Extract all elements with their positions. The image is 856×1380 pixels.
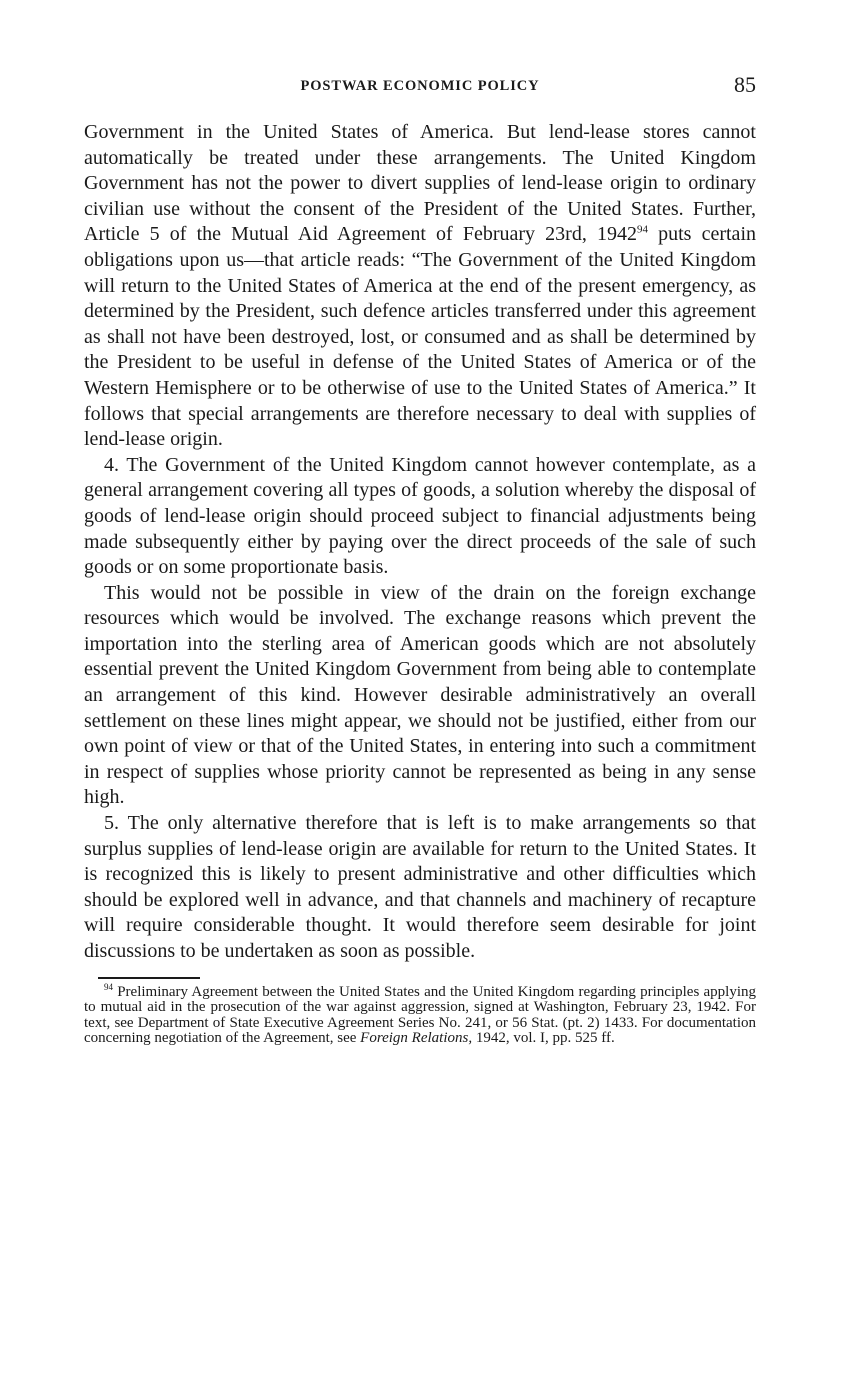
footnote xyxy=(84,981,757,1047)
paragraph-5: 5. The only alternative therefore that is left is to make arrangements so that surplus supplies of lend-lease origin are available for return to the United States. It is recognized this is likely to present administrative and other difficulties which should be explored well in advance, and that channels and machinery of recapture will require considerable thought. It would therefore seem desirable for joint discussions to be undertaken as soon as possible. xyxy=(84,812,756,962)
running-header xyxy=(84,72,756,106)
footnote-text-end: 1942, vol. I, pp. 525 ff. xyxy=(472,1030,615,1047)
footnote-italic-title: Foreign Relations, xyxy=(360,1030,473,1047)
paragraph-exchange: This would not be possible in view of the drain on the foreign exchange resources which would be involved. The exchange reasons which prevent the importation into the sterling area of American goods which are not absolutely essential prevent the United Kingdom Government from being able to contemplate an arrangement of this kind. However desirable administratively an overall settlement on these lines might appear, we should not be justified, either from our own point of view or that of the United States, in entering into such a commitment in respect of supplies whose priority cannot be represented as being in any sense high. xyxy=(84,581,756,809)
document-page xyxy=(84,72,756,1047)
footnote-divider xyxy=(98,977,200,979)
page-number: 85 xyxy=(734,72,756,97)
running-title: POSTWAR ECONOMIC POLICY xyxy=(300,78,540,94)
footnote-marker: 94 xyxy=(104,981,113,992)
body-text xyxy=(84,120,756,965)
footnote-reference: 94 xyxy=(636,223,648,236)
paragraph-text: puts certain obligations upon us—that article reads: “The Government of the United Kingdom will return to the United States of America at the end of the present emergency, as determined by the President, such defence articles transferred under this agreement as shall not have been destroyed, lost, or consumed and as shall be determined by the President to be useful in defense of the United States of America or of the Western Hemisphere or to be otherwise of use to the United States of America.” It follows that special arrangements are therefore necessary to deal with supplies of lend-lease origin. xyxy=(84,223,756,451)
paragraph-text: Government in the United States of America. But lend-lease stores cannot automatically be treated under these arrangements. The United Kingdom Government has not the power to divert supplies of lend-lease origin to ordinary civilian use without the consent of the President of the United States. Further, Article 5 of the Mutual Aid Agreement of February 23rd, 1942 xyxy=(84,121,756,246)
paragraph-4: 4. The Government of the United Kingdom cannot however contemplate, as a general arrangement covering all types of goods, a solution whereby the disposal of goods of lend-lease origin should proceed subject to financial adjustments being made subsequently either by paying over the direct proceeds of the sale of such goods or on some proportionate basis. xyxy=(84,453,756,579)
footnote-text: Preliminary Agreement between the United States and the United Kingdom regarding principles applying to mutual aid in the prosecution of the war against aggression, signed at Washington, February 23, 1942. For text, see Department of State Executive Agreement Series No. 241, or 56 Stat. (pt. 2) 1433. For documentation concerning negotiation of the Agreement, see xyxy=(84,983,757,1047)
paragraph-continued xyxy=(84,120,756,453)
